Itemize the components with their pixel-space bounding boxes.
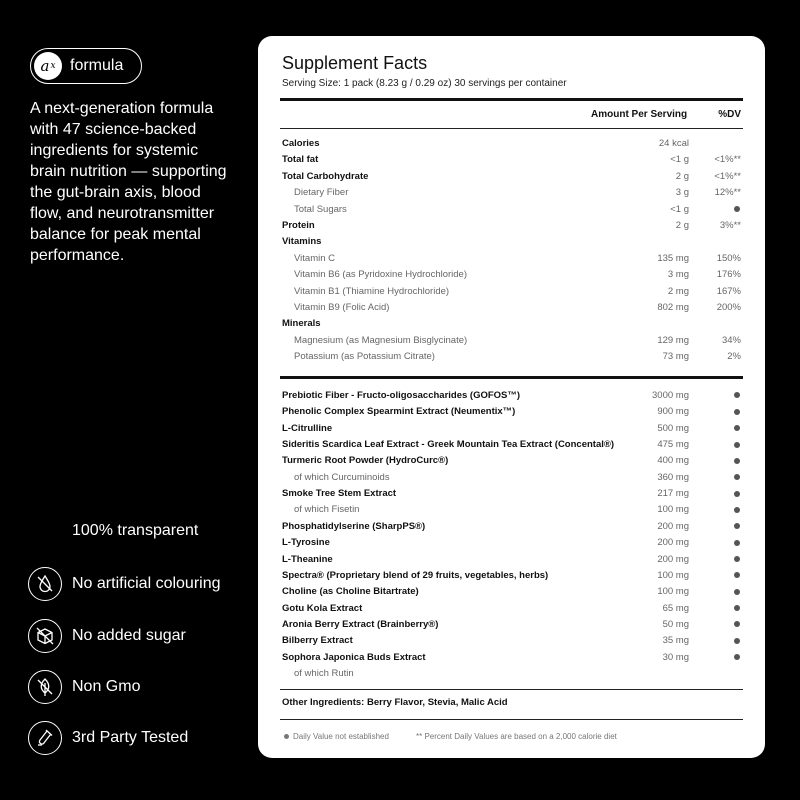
dv-not-established-dot — [734, 617, 741, 633]
dv-not-established-dot — [734, 421, 741, 437]
row-amount: 35 mg — [662, 635, 689, 647]
row-name: L-Theanine — [282, 553, 333, 565]
ingredient-row — [282, 486, 741, 502]
brand-logo — [30, 48, 142, 84]
ingredient-row — [282, 535, 741, 551]
ingredient-row — [282, 584, 741, 600]
row-amount: <1 g — [670, 203, 689, 215]
dot-icon — [734, 409, 740, 415]
dot-icon — [734, 638, 740, 644]
dv-not-established-dot — [734, 584, 741, 600]
nutrient-row — [282, 234, 741, 250]
row-name: Spectra® (Proprietary blend of 29 fruits, vegetables, herbs) — [282, 569, 549, 581]
dot-icon — [734, 621, 740, 627]
facts-title: Supplement Facts — [282, 53, 428, 73]
row-dv: <1%** — [714, 154, 741, 166]
dv-not-established-dot — [734, 470, 741, 486]
serving-size: Serving Size: 1 pack (8.23 g / 0.29 oz) 30 servings per container — [282, 78, 567, 89]
dv-not-established-dot — [734, 502, 741, 518]
dot-icon — [734, 572, 740, 578]
row-name: of which Fisetin — [294, 504, 360, 516]
row-amount: 3000 mg — [652, 390, 689, 401]
row-name: of which Curcuminoids — [294, 471, 390, 483]
dot-icon — [734, 425, 740, 431]
row-dv: 12%** — [714, 187, 741, 199]
row-amount: 65 mg — [662, 602, 689, 614]
leaf-icon — [28, 670, 62, 704]
nutrient-row — [282, 136, 741, 152]
row-dv: 167% — [716, 285, 741, 297]
row-name: Potassium (as Potassium Citrate) — [294, 351, 435, 363]
ingredient-row — [282, 388, 741, 404]
ingredient-row — [282, 666, 741, 682]
row-name: Turmeric Root Powder (HydroCurc®) — [282, 455, 449, 467]
dot-icon — [734, 605, 740, 611]
row-name: Total Sugars — [294, 203, 347, 215]
dot-icon — [284, 734, 289, 739]
dv-not-established-dot — [734, 601, 741, 617]
row-name: Aronia Berry Extract (Brainberry®) — [282, 618, 439, 630]
row-name: Sideritis Scardica Leaf Extract - Greek Mountain Tea Extract (Concental®) — [282, 439, 615, 451]
ingredient-row — [282, 633, 741, 649]
dv-not-established-dot — [734, 453, 741, 469]
row-amount: 2 mg — [667, 285, 689, 297]
ingredient-row — [282, 437, 741, 453]
row-amount: 200 mg — [657, 537, 689, 549]
nutrient-row — [282, 202, 741, 218]
row-amount: 217 mg — [657, 488, 689, 500]
row-name: Vitamin B9 (Folic Acid) — [294, 302, 390, 313]
dot-icon — [734, 458, 740, 464]
dot-icon — [734, 556, 740, 562]
dv-not-established-dot — [734, 519, 741, 535]
row-amount: 200 mg — [657, 520, 689, 532]
dv-not-established-dot — [734, 633, 741, 649]
dot-icon — [734, 589, 740, 595]
footnote-dot-text: Daily Value not established — [293, 732, 389, 741]
row-amount: 200 mg — [657, 553, 689, 565]
nutrient-row — [282, 218, 741, 234]
row-amount: 2 g — [675, 170, 689, 182]
dot-icon — [734, 540, 740, 546]
nutrient-row — [282, 267, 741, 283]
row-amount: 2 g — [675, 220, 689, 231]
row-amount: 100 mg — [657, 569, 689, 581]
nutrient-row — [282, 333, 741, 349]
divider-thin — [280, 128, 743, 129]
row-amount: 30 mg — [662, 651, 689, 663]
row-name: Calories — [282, 138, 320, 149]
row-name: Phosphatidylserine (SharpPS®) — [282, 520, 426, 532]
brand-name: formula — [70, 57, 124, 74]
divider-thick — [280, 376, 743, 379]
tagline: A next-generation formula with 47 science-backed ingredients for systemic brain nutrition — supporting the gut-brain axis, blood flow, and neurotransmitter balance for peak mental performance. — [30, 100, 227, 264]
row-dv: 200% — [716, 302, 741, 313]
droplet-icon — [28, 567, 62, 601]
dv-not-established-dot — [734, 437, 741, 453]
row-amount: <1 g — [670, 154, 689, 166]
logo-mark — [34, 52, 62, 80]
row-amount: 129 mg — [657, 334, 689, 346]
ingredient-row — [282, 453, 741, 469]
row-name: Magnesium (as Magnesium Bisglycinate) — [294, 334, 468, 346]
row-dv: 150% — [716, 252, 741, 264]
row-name: L-Tyrosine — [282, 537, 330, 549]
row-amount: 3 mg — [667, 269, 689, 281]
row-name: L-Citrulline — [282, 422, 333, 434]
feature-no-sugar — [28, 619, 186, 653]
nutrient-row — [282, 185, 741, 201]
feature-label: No added sugar — [72, 627, 186, 644]
ingredient-row — [282, 650, 741, 666]
header-amount: Amount Per Serving — [591, 109, 688, 120]
feature-label: Non Gmo — [72, 678, 141, 695]
row-amount: 360 mg — [657, 471, 689, 483]
row-name: Vitamin B6 (as Pyridoxine Hydrochloride) — [294, 269, 468, 281]
dv-not-established-dot — [734, 535, 741, 551]
dv-not-established-dot — [734, 388, 741, 404]
row-amount: 400 mg — [657, 455, 689, 467]
row-amount: 24 kcal — [658, 138, 689, 149]
row-amount: 135 mg — [657, 252, 689, 264]
divider-thin — [280, 689, 743, 690]
feature-non-gmo — [28, 670, 140, 704]
row-amount: 3 g — [675, 187, 689, 199]
other-ingredients: Other Ingredients: Berry Flavor, Stevia, Malic Acid — [282, 697, 508, 708]
row-name: Gotu Kola Extract — [282, 602, 363, 614]
ingredient-row — [282, 470, 741, 486]
test-tube-icon — [28, 721, 62, 755]
dv-not-established-dot — [734, 202, 741, 218]
nutrient-row — [282, 349, 741, 365]
dv-not-established-dot — [734, 552, 741, 568]
row-amount: 100 mg — [657, 504, 689, 516]
nutrient-row — [282, 284, 741, 300]
logo-letter: a — [40, 57, 50, 75]
nutrient-row — [282, 316, 741, 332]
row-dv: 176% — [716, 269, 741, 281]
dv-not-established-dot — [734, 486, 741, 502]
divider-thin — [280, 719, 743, 720]
row-amount: 900 mg — [657, 406, 689, 418]
sugar-cube-icon — [28, 619, 62, 653]
transparent-label: 100% transparent — [72, 522, 199, 539]
ingredient-row — [282, 568, 741, 584]
row-name: Total fat — [282, 154, 319, 166]
row-name: Total Carbohydrate — [282, 170, 369, 182]
row-dv: 34% — [721, 334, 741, 346]
row-name: of which Rutin — [294, 667, 354, 679]
dv-not-established-dot — [734, 650, 741, 666]
feature-label: 3rd Party Tested — [72, 729, 189, 746]
dv-not-established-dot — [734, 568, 741, 584]
row-amount: 73 mg — [662, 351, 689, 363]
dot-icon — [734, 491, 740, 497]
row-name: Smoke Tree Stem Extract — [282, 488, 397, 500]
row-amount: 100 mg — [657, 586, 689, 598]
row-amount: 500 mg — [657, 422, 689, 434]
dv-not-established-dot — [734, 404, 741, 420]
dot-icon — [734, 442, 740, 448]
footnote-dot — [284, 732, 389, 741]
row-name: Vitamin B1 (Thiamine Hydrochloride) — [294, 285, 450, 297]
dot-icon — [734, 474, 740, 480]
feature-third-party-tested — [28, 721, 188, 755]
row-name: Sophora Japonica Buds Extract — [282, 651, 426, 663]
row-dv: 3%** — [719, 220, 741, 231]
ingredient-row — [282, 502, 741, 518]
feature-no-colouring — [28, 567, 221, 601]
nutrient-row — [282, 300, 741, 316]
header-dv: %DV — [718, 109, 741, 120]
ingredient-row — [282, 421, 741, 437]
row-amount: 50 mg — [662, 618, 689, 630]
nutrient-row — [282, 152, 741, 168]
ingredient-row — [282, 617, 741, 633]
feature-label: No artificial colouring — [72, 575, 221, 592]
ingredient-row — [282, 552, 741, 568]
dot-icon — [734, 507, 740, 513]
row-dv: 2% — [727, 351, 741, 363]
dot-icon — [734, 206, 740, 212]
dot-icon — [734, 654, 740, 660]
row-name: Vitamins — [282, 236, 322, 248]
logo-superscript: x — [50, 61, 56, 71]
nutrient-row — [282, 251, 741, 267]
ingredient-row — [282, 404, 741, 420]
row-amount: 475 mg — [657, 439, 689, 451]
row-name: Bilberry Extract — [282, 635, 353, 647]
row-name: Dietary Fiber — [294, 187, 349, 199]
row-name: Minerals — [282, 318, 321, 330]
dot-icon — [734, 523, 740, 529]
row-name: Phenolic Complex Spearmint Extract (Neumentix™) — [282, 406, 516, 418]
divider-thick — [280, 98, 743, 101]
row-amount: 802 mg — [657, 302, 689, 313]
row-name: Protein — [282, 220, 315, 231]
row-name: Vitamin C — [294, 252, 336, 264]
nutrient-row — [282, 169, 741, 185]
footnote-star: ** Percent Daily Values are based on a 2,000 calorie diet — [416, 732, 617, 741]
ingredient-row — [282, 601, 741, 617]
dot-icon — [734, 392, 740, 398]
ingredient-row — [282, 519, 741, 535]
row-name: Choline (as Choline Bitartrate) — [282, 586, 419, 598]
row-dv: <1%** — [714, 170, 741, 182]
supplement-facts-card — [258, 36, 765, 758]
row-name: Prebiotic Fiber - Fructo-oligosaccharides (GOFOS™) — [282, 390, 521, 401]
